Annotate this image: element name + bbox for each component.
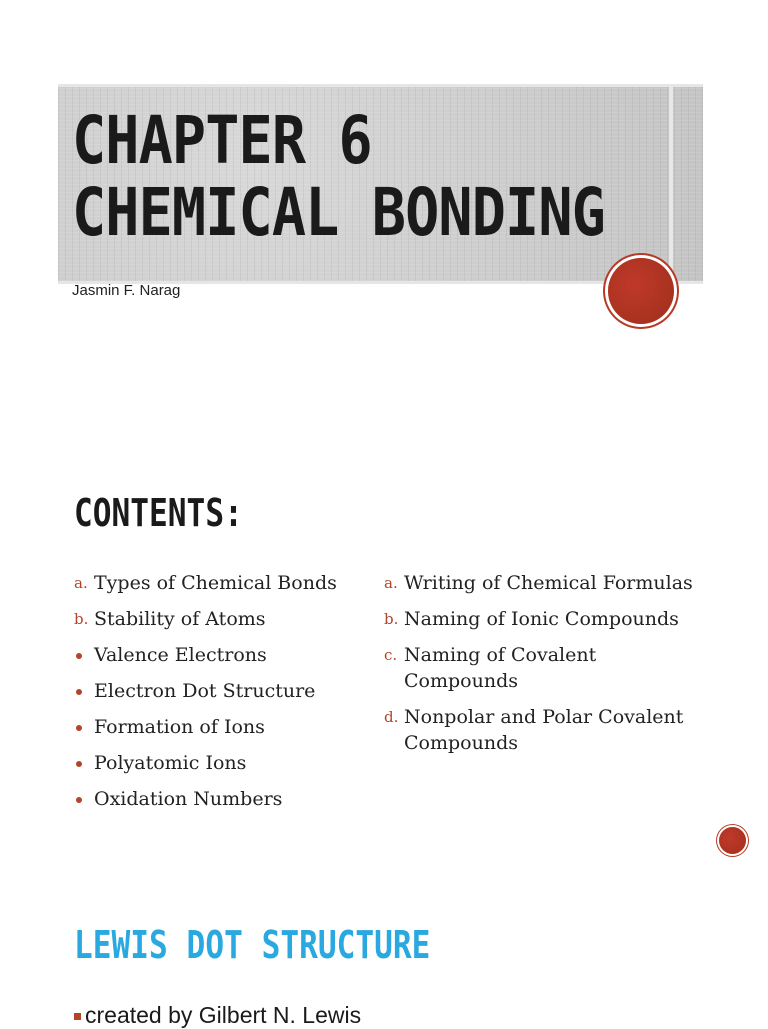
list-item (384, 606, 714, 632)
contents-list-right (384, 570, 714, 766)
list-item-text: Valence Electrons (94, 644, 267, 666)
list-item (384, 704, 714, 756)
lewis-bullet (74, 1002, 361, 1029)
list-item (74, 678, 364, 704)
list-item (384, 642, 714, 694)
list-item-text: Oxidation Numbers (94, 788, 283, 810)
list-marker: b. (384, 610, 399, 628)
bullet-icon (76, 797, 82, 803)
decorative-red-dot (719, 827, 746, 854)
chapter-subtitle: CHEMICAL BONDING (72, 174, 605, 251)
list-item-text: Naming of Ionic Compounds (404, 608, 679, 630)
contents-list-left (74, 570, 364, 822)
list-marker: a. (384, 574, 398, 592)
list-item (74, 570, 364, 596)
list-item-text: Stability of Atoms (94, 608, 266, 630)
bullet-icon (76, 725, 82, 731)
decorative-red-circle (608, 258, 674, 324)
lewis-slide (0, 878, 768, 1028)
list-item-text: Polyatomic Ions (94, 752, 247, 774)
lewis-bullet-text: created by Gilbert N. Lewis (85, 1002, 362, 1028)
list-item-text: Types of Chemical Bonds (94, 572, 337, 594)
list-item-text: Formation of Ions (94, 716, 265, 738)
list-item (74, 606, 364, 632)
list-item (74, 786, 364, 812)
chapter-title: CHAPTER 6 (72, 102, 372, 179)
bullet-icon (76, 761, 82, 767)
list-marker: a. (74, 574, 88, 592)
author-name: Jasmin F. Narag (72, 282, 181, 299)
list-item (74, 750, 364, 776)
lewis-heading: LEWIS DOT STRUCTURE (74, 923, 431, 967)
list-item (74, 642, 364, 668)
list-item-text: Electron Dot Structure (94, 680, 316, 702)
list-item (74, 714, 364, 740)
bullet-icon (76, 653, 82, 659)
list-marker: c. (384, 646, 398, 664)
list-item-text: Writing of Chemical Formulas (404, 572, 693, 594)
list-item-text: Nonpolar and Polar Covalent Compounds (404, 706, 684, 754)
list-item (384, 570, 714, 596)
bullet-icon (76, 689, 82, 695)
title-slide (0, 0, 768, 420)
contents-heading: CONTENTS: (74, 491, 243, 535)
square-bullet-icon (74, 1013, 81, 1020)
contents-slide (0, 424, 768, 874)
list-item-text: Naming of Covalent Compounds (404, 644, 597, 692)
list-marker: b. (74, 610, 89, 628)
list-marker: d. (384, 708, 399, 726)
